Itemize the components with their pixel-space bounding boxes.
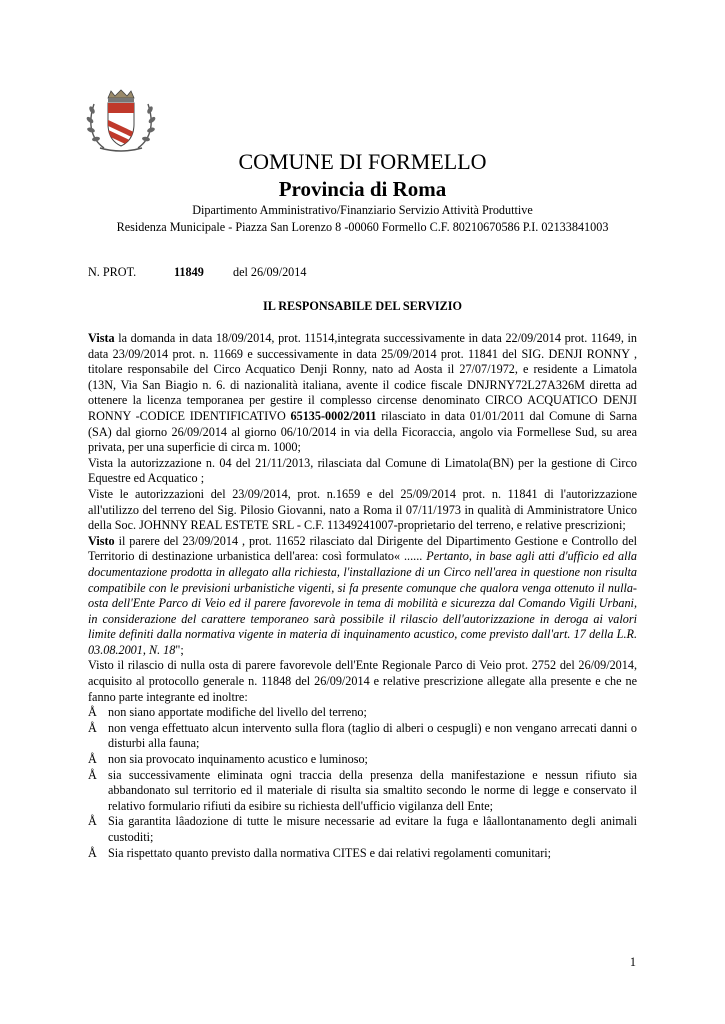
- municipal-crest-icon: [84, 88, 158, 154]
- bullet-mark: Å: [88, 705, 97, 720]
- list-item: [88, 768, 637, 815]
- list-item-text: non sia provocato inquinamento acustico e luminoso;: [108, 752, 368, 767]
- bullet-mark: Å: [88, 814, 97, 829]
- list-item: [88, 814, 637, 845]
- section-title: IL RESPONSABILE DEL SERVIZIO: [262, 299, 463, 313]
- identification-code: 65135-0002/2011: [290, 408, 377, 423]
- visto-text: il parere del 23/09/2014 , prot. 11652 rilasciato dal Dirigente del Dipartimento Gestione e Controllo del Territorio di destinazione urbanistica dell'area: così formulato« ......: [88, 533, 637, 564]
- provincia-title: Provincia di Roma: [278, 177, 447, 201]
- visto-quote: Pertanto, in base agli atti d'ufficio ed alla documentazione prodotta in allegato alla richiesta, l'installazione di un Circo nell'area in questione non risulta compatibile con le previsioni urbanistiche vigenti, si fa presente comunque che qualora venga ottenuto il nulla-osta dell'Ente Parco di Veio ed il parere favorevole in tema di mobilità e sicurezza dal Comando Vigili Urbani, in considerazione del carattere temporaneo sarà possibile il rilascio dell'autorizzazione in deroga ai valori limite definiti dalla normativa vigente in materia di inquinamento acustico, come previsto dall'art. 17 della L.R. 03.08.2001, N. 18: [88, 549, 637, 657]
- list-item: [88, 721, 637, 752]
- list-item: [88, 846, 637, 862]
- department-line: Dipartimento Amministrativo/Finanziario Servizio Attività Produttive: [192, 203, 533, 217]
- document-body: [88, 331, 637, 861]
- list-item-text: sia successivamente eliminata ogni traccia della presenza della manifestazione e nessun rifiuto sia abbandonato sul territorio ed il materiale di risulta sia smaltito secondo le norme di legge e conservato il relativo formulario rifiuti da esibire su richiesta dell'ufficio vigilanza dell Ente;: [108, 767, 637, 813]
- paragraph-visto-parere: [88, 534, 637, 659]
- vista-text-b: rilasciato in data 01/01/2011 dal Comune di Sarna (SA) dal giorno 26/09/2014 al giorno 06/10/2014 in via della Ficoraccia, angolo via Formellese Sud, su area privata, per una superficie di circa m. 1000;: [88, 408, 637, 455]
- protocol-label: N. PROT.: [88, 265, 137, 279]
- bullet-mark: Å: [88, 752, 97, 767]
- vista-text-a: la domanda in data 18/09/2014, prot. 11514,integrata successivamente in data 22/09/2014 prot. 11649, in data 23/09/2014 prot. n. 11669 e successivamente in data 25/09/2014 prot. 11841 del SIG. DENJI RONNY , titolare responsabile del Circo Acquatico Denji Ronny, nato ad Aosta il 27/07/1972, e residente a Limatola (13N, Via San Biagio n. 6. di nazionalità italiana, avente il codice fiscale DNJRNY72L27A326M diretta ad ottenere la licenza temporanea per gestire il complesso circense denominato CIRCO ACQUATICO DENJI RONNY -CODICE IDENTIFICATIVO: [88, 331, 637, 423]
- list-item-text: Sia rispettato quanto previsto dalla normativa CITES e dai relativi regolamenti comunitari;: [108, 845, 552, 860]
- list-item: [88, 705, 637, 721]
- list-item-text: Sia garantita lâadozione di tutte le misure necessarie ad evitare la fuga e lâallontanamento degli animali custoditi;: [108, 814, 637, 844]
- vista-keyword: Vista: [88, 331, 115, 345]
- paragraph-visto-nulla-osta: Visto il rilascio di nulla osta di parere favorevole dell'Ente Regionale Parco di Veio prot. 2752 del 26/09/2014, acquisito al protocollo generale n. 11848 del 26/09/2014 e relative prescrizione allegate alla presente e che ne fanno parte integrante ed inoltre:: [88, 658, 637, 704]
- list-item-text: non siano apportate modifiche del livello del terreno;: [108, 705, 367, 720]
- residence-line: Residenza Municipale - Piazza San Lorenzo 8 -00060 Formello C.F. 80210670586 P.I. 02133841003: [116, 220, 609, 234]
- bullet-mark: Å: [88, 845, 97, 860]
- list-item: [88, 752, 637, 768]
- bullet-mark: Å: [88, 720, 97, 735]
- paragraph-vista-autorizzazione: Vista la autorizzazione n. 04 del 21/11/2013, rilasciata dal Comune di Limatola(BN) per la gestione di Circo Equestre ed Acquatico ;: [88, 455, 637, 486]
- paragraph-vista-domanda: [88, 331, 637, 456]
- protocol-date: del 26/09/2014: [233, 265, 307, 279]
- protocol-number: 11849: [174, 265, 204, 279]
- list-item-text: non venga effettuato alcun intervento sulla flora (taglio di alberi o cespugli) e non vengano arrecati danni o disturbi alla fauna;: [108, 720, 637, 751]
- page-number: 1: [629, 955, 636, 969]
- visto-end: ";: [175, 642, 184, 657]
- paragraph-viste: Viste le autorizzazioni del 23/09/2014, prot. n.1659 e del 25/09/2014 prot. n. 11841 di l'autorizzazione all'utilizzo del terreno del Sig. Pilosio Giovanni, nato a Roma il 07/11/1973 in qualità di Amministratore Unico della Soc. JOHNNY REAL ESTETE SRL - C.F. 11349241007-proprietario del terreno, e relative prescrizioni;: [88, 486, 637, 533]
- comune-title: COMUNE DI FORMELLO: [238, 149, 487, 174]
- protocol-line: [88, 264, 307, 280]
- bullet-mark: Å: [88, 767, 97, 782]
- visto-keyword: Visto: [88, 533, 115, 548]
